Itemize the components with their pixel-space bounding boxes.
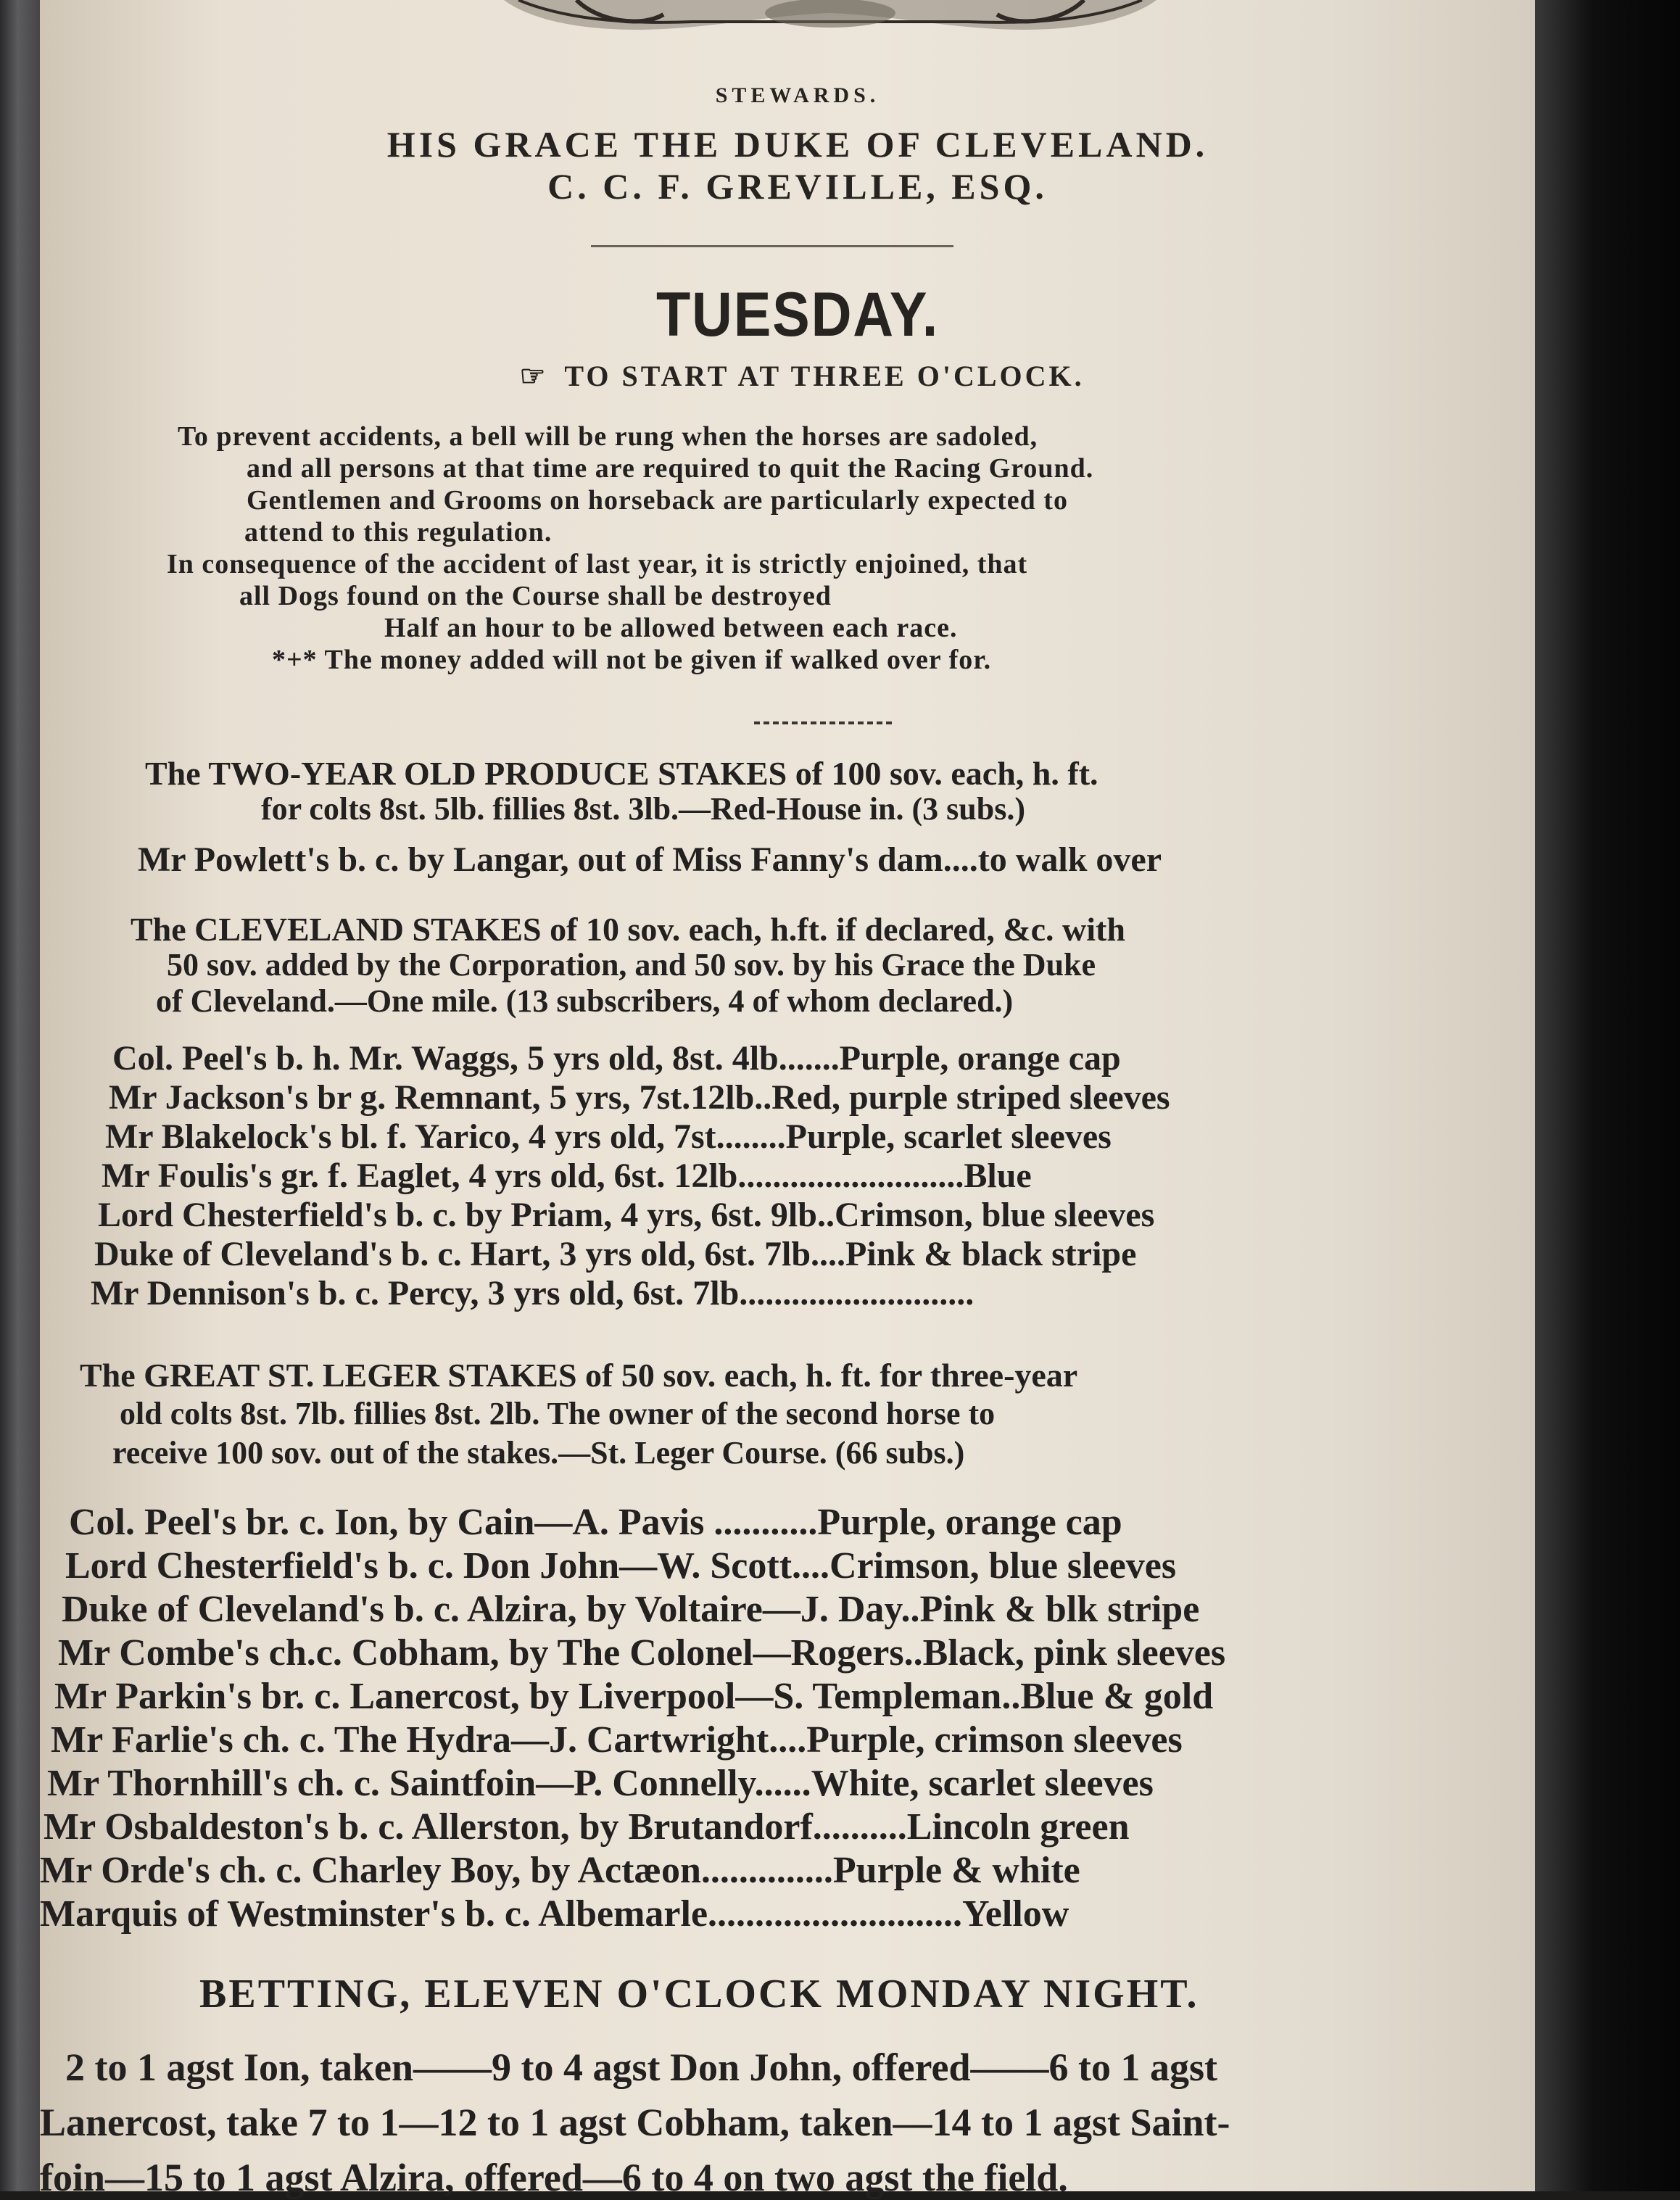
race-entry: Col. Peel's br. c. Ion, by Cain—A. Pavis ...........Purple, orange cap xyxy=(69,1502,1122,1543)
race-title-line: for colts 8st. 5lb. fillies 8st. 3lb.—Red-House in. (3 subs.) xyxy=(261,791,1026,827)
stewards-heading: STEWARDS. xyxy=(715,83,880,107)
notice-line: and all persons at that time are required to quit the Racing Ground. xyxy=(247,453,1094,484)
notice-line: all Dogs found on the Course shall be destroyed xyxy=(239,581,832,611)
race-title-line: The TWO-YEAR OLD PRODUCE STAKES of 100 sov. each, h. ft. xyxy=(145,755,1098,792)
steward-name: C. C. F. GREVILLE, ESQ. xyxy=(547,166,1048,207)
start-time-notice: ☞ TO START AT THREE O'CLOCK. xyxy=(40,359,1555,393)
steward-name: HIS GRACE THE DUKE OF CLEVELAND. xyxy=(386,124,1209,165)
race-title-line: The GREAT ST. LEGER STAKES of 50 sov. each, h. ft. for three-year xyxy=(80,1357,1078,1394)
crest-engraving xyxy=(475,0,1185,44)
notice-line: In consequence of the accident of last year, it is strictly enjoined, that xyxy=(167,549,1028,579)
race-entry: Mr Farlie's ch. c. The Hydra—J. Cartwright....Purple, crimson sleeves xyxy=(51,1719,1183,1761)
race-title-line: 50 sov. added by the Corporation, and 50 sov. by his Grace the Duke xyxy=(167,947,1096,983)
race-entry: Mr Foulis's gr. f. Eaglet, 4 yrs old, 6st. 12lb..........................Blue xyxy=(102,1157,1032,1195)
racecard-page xyxy=(40,0,1555,2199)
notice-line: Gentlemen and Grooms on horseback are particularly expected to xyxy=(247,485,1068,516)
betting-line: Lanercost, take 7 to 1—12 to 1 agst Cobham, taken—14 to 1 agst Saint- xyxy=(40,2101,1230,2144)
betting-line: 2 to 1 agst Ion, taken——9 to 4 agst Don John, offered——6 to 1 agst xyxy=(65,2046,1218,2089)
day-title: TUESDAY. xyxy=(655,280,940,350)
notice-line: attend to this regulation. xyxy=(244,517,553,547)
race-title-line: of Cleveland.—One mile. (13 subscribers, 4 of whom declared.) xyxy=(156,983,1014,1019)
notice-line: Half an hour to be allowed between each race. xyxy=(384,613,958,643)
betting-heading: BETTING, ELEVEN O'CLOCK MONDAY NIGHT. xyxy=(199,1972,1199,2017)
race-title-line: receive 100 sov. out of the stakes.—St. Leger Course. (66 subs.) xyxy=(112,1435,965,1471)
race-entry: Marquis of Westminster's b. c. Albemarle...........................Yellow xyxy=(40,1893,1069,1935)
race-entry: Mr Parkin's br. c. Lanercost, by Liverpool—S. Templeman..Blue & gold xyxy=(54,1676,1214,1717)
race-entry: Lord Chesterfield's b. c. Don John—W. Scott....Crimson, blue sleeves xyxy=(65,1545,1177,1587)
race-entry: Mr Jackson's br g. Remnant, 5 yrs, 7st.12lb..Red, purple striped sleeves xyxy=(109,1078,1170,1117)
race-entry: Mr Blakelock's bl. f. Yarico, 4 yrs old, 7st........Purple, scarlet sleeves xyxy=(105,1117,1112,1156)
race-title-line: The CLEVELAND STAKES of 10 sov. each, h.ft. if declared, &c. with xyxy=(131,911,1125,948)
race-title-line: old colts 8st. 7lb. fillies 8st. 2lb. The owner of the second horse to xyxy=(120,1396,996,1431)
notice-line: *+* The money added will not be given if walked over for. xyxy=(272,645,992,675)
race-entry: Duke of Cleveland's b. c. Hart, 3 yrs old, 6st. 7lb....Pink & black stripe xyxy=(94,1235,1137,1273)
race-entry: Col. Peel's b. h. Mr. Waggs, 5 yrs old, 8st. 4lb.......Purple, orange cap xyxy=(112,1039,1121,1078)
divider-rule xyxy=(591,245,953,247)
race-entry: Mr Combe's ch.c. Cobham, by The Colonel—Rogers..Black, pink sleeves xyxy=(58,1632,1226,1674)
race-entry: Mr Dennison's b. c. Percy, 3 yrs old, 6st. 7lb........................... xyxy=(91,1274,975,1312)
race-entry: Mr Osbaldeston's b. c. Allerston, by Brutandorf..........Lincoln green xyxy=(44,1806,1130,1848)
dark-background-edge xyxy=(1535,0,1680,2191)
betting-line: foin—15 to 1 agst Alzira, offered—6 to 4 on two agst the field. xyxy=(40,2156,1068,2199)
race-entry: Lord Chesterfield's b. c. by Priam, 4 yrs, 6st. 9lb..Crimson, blue sleeves xyxy=(98,1196,1155,1234)
pointing-hand-icon: ☞ xyxy=(519,360,546,392)
race-entry: Duke of Cleveland's b. c. Alzira, by Voltaire—J. Day..Pink & blk stripe xyxy=(62,1589,1200,1630)
race-entry: Mr Thornhill's ch. c. Saintfoin—P. Connelly......White, scarlet sleeves xyxy=(47,1763,1154,1804)
ornament-divider xyxy=(754,721,892,724)
race-entry: Mr Powlett's b. c. by Langar, out of Miss Fanny's dam....to walk over xyxy=(138,840,1162,879)
notice-line: To prevent accidents, a bell will be rung when the horses are sadoled, xyxy=(178,421,1038,452)
race-entry: Mr Orde's ch. c. Charley Boy, by Actæon..............Purple & white xyxy=(40,1850,1080,1891)
